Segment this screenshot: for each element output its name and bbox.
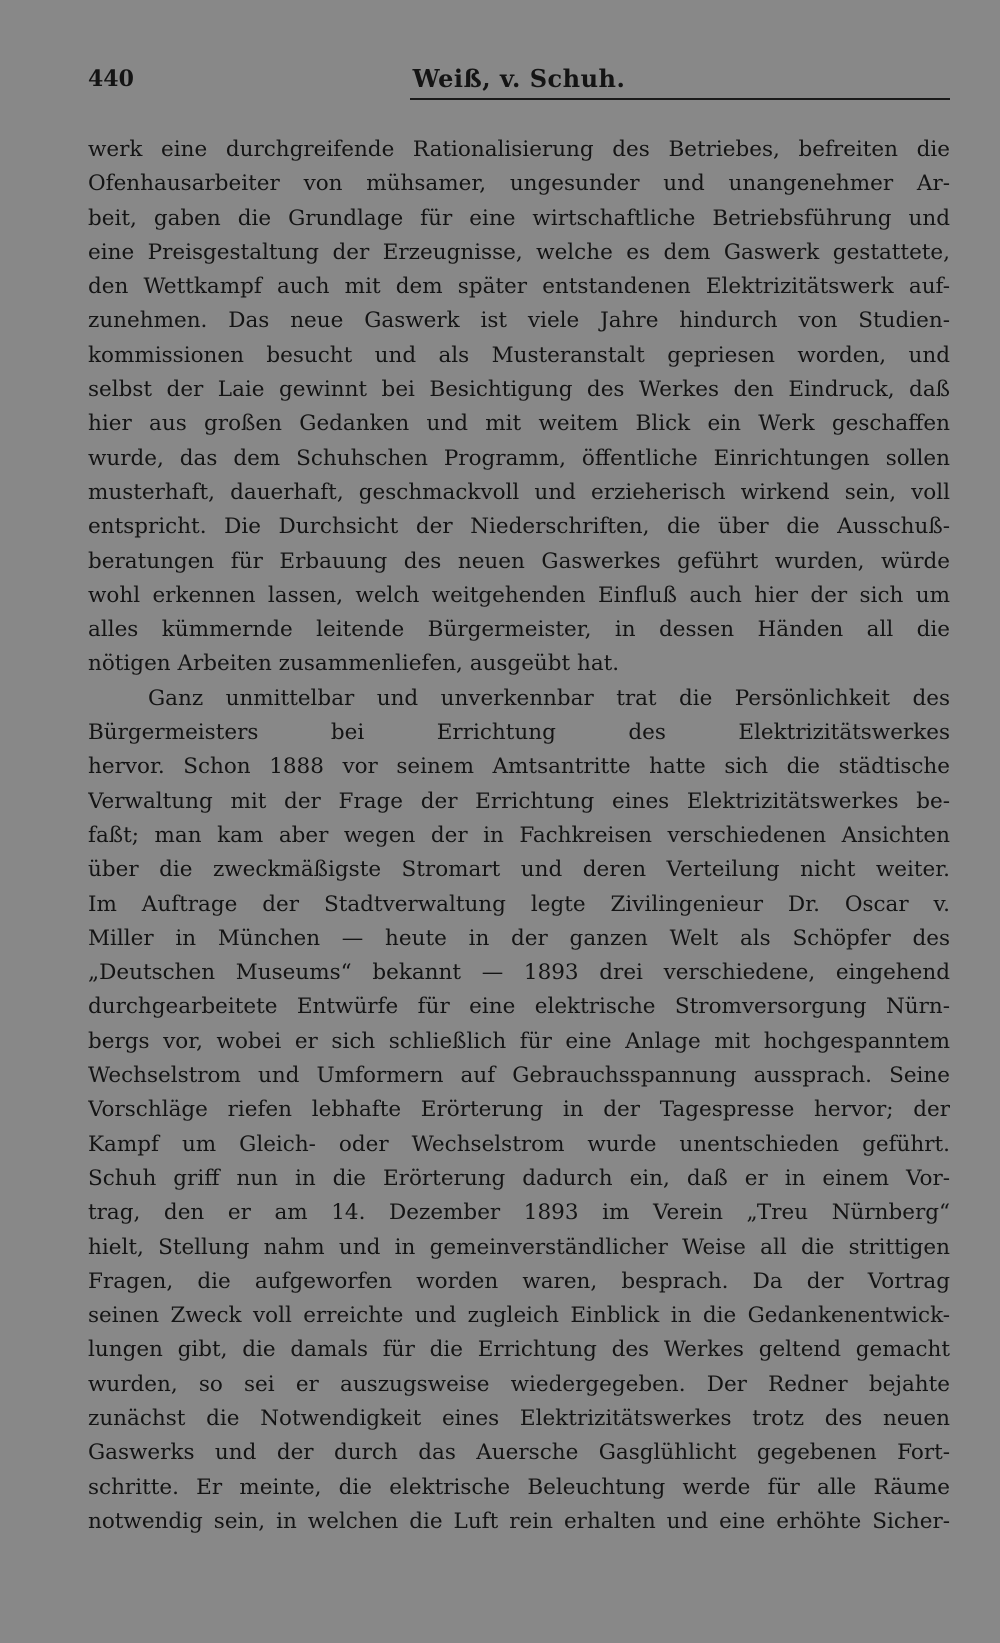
text-line: Ofenhausarbeiter von mühsamer, ungesunder und unangenehmer Ar- [88,171,950,197]
header-rule [410,98,950,100]
text-line: „Deutschen Museums“ bekannt — 1893 drei verschiedene, eingehend [88,960,950,986]
page-number: 440 [88,66,134,92]
text-line: über die zweckmäßigste Stromart und deren Verteilung nicht weiter. [88,857,950,883]
text-line: notwendig sein, in welchen die Luft rein erhalten und eine erhöhte Sicher- [88,1508,950,1534]
page-header [88,62,950,98]
text-line: entspricht. Die Durchsicht der Niederschriften, die über die Ausschuß- [88,514,950,540]
text-line: Im Auftrage der Stadtverwaltung legte Zivilingenieur Dr. Oscar v. [88,891,950,917]
text-line: Vorschläge riefen lebhafte Erörterung in der Tagespresse hervor; der [88,1097,950,1123]
text-line: alles kümmernde leitende Bürgermeister, in dessen Händen all die [88,617,950,643]
text-line: Bürgermeisters bei Errichtung des Elektrizitätswerkes [88,720,950,746]
text-line: Miller in München — heute in der ganzen Welt als Schöpfer des [88,925,950,951]
text-line: wurde, das dem Schuhschen Programm, öffentliche Einrichtungen sollen [88,445,950,471]
text-line: zunehmen. Das neue Gaswerk ist viele Jahre hindurch von Studien- [88,308,950,334]
text-line: selbst der Laie gewinnt bei Besichtigung des Werkes den Eindruck, daß [88,377,950,403]
text-line: musterhaft, dauerhaft, geschmackvoll und erzieherisch wirkend sein, voll [88,479,950,505]
text-line: Gaswerks und der durch das Auersche Gasglühlicht gegebenen Fort- [88,1440,950,1466]
text-line: wohl erkennen lassen, welch weitgehenden Einfluß auch hier der sich um [88,582,950,608]
text-line: werk eine durchgreifende Rationalisierung des Betriebes, befreiten die [88,137,950,162]
text-line: schritte. Er meinte, die elektrische Beleuchtung werde für alle Räume [88,1474,950,1500]
text-line: beit, gaben die Grundlage für eine wirtschaftliche Betriebsführung und [88,205,950,231]
text-line: Kampf um Gleich- oder Wechselstrom wurde unentschieden geführt. [88,1131,950,1157]
text-line: nötigen Arbeiten zusammenliefen, ausgeübt hat. [88,651,620,677]
text-line: durchgearbeitete Entwürfe für eine elektrische Stromversorgung Nürn- [88,994,950,1020]
text-line: faßt; man kam aber wegen der in Fachkreisen verschiedenen Ansichten [88,822,950,848]
text-line: bergs vor, wobei er sich schließlich für eine Anlage mit hochgespanntem [88,1028,950,1054]
text-line: hielt, Stellung nahm und in gemeinverständlicher Weise all die strittigen [88,1234,950,1260]
text-line: hier aus großen Gedanken und mit weitem Blick ein Werk geschaffen [88,411,950,437]
text-line: lungen gibt, die damals für die Errichtung des Werkes geltend gemacht [88,1337,950,1363]
text-line: kommissionen besucht und als Musteranstalt gepriesen worden, und [88,342,950,368]
text-line: trag, den er am 14. Dezember 1893 im Verein „Treu Nürnberg“ [88,1200,950,1226]
text-line: eine Preisgestaltung der Erzeugnisse, welche es dem Gaswerk gestattete, [88,239,950,265]
body-text [88,133,950,1539]
text-line: Ganz unmittelbar und unverkennbar trat die Persönlichkeit des [148,685,950,711]
text-line: hervor. Schon 1888 vor seinem Amtsantritte hatte sich die städtische [88,754,950,780]
text-line: den Wettkampf auch mit dem später entstandenen Elektrizitätswerk auf- [88,274,950,300]
text-line: wurden, so sei er auszugsweise wiedergegeben. Der Redner bejahte [88,1371,950,1397]
text-line: Verwaltung mit der Frage der Errichtung eines Elektrizitätswerkes be- [88,788,950,814]
running-head: Weiß, v. Schuh. [412,64,626,93]
text-line: beratungen für Erbauung des neuen Gaswerkes geführt wurden, würde [88,548,950,574]
text-line: Schuh griff nun in die Erörterung dadurch ein, daß er in einem Vor- [88,1165,950,1191]
text-line: seinen Zweck voll erreichte und zugleich Einblick in die Gedankenentwick- [88,1303,950,1329]
text-line: zunächst die Notwendigkeit eines Elektrizitätswerkes trotz des neuen [88,1405,950,1431]
text-line: Fragen, die aufgeworfen worden waren, besprach. Da der Vortrag [88,1268,950,1294]
text-line: Wechselstrom und Umformern auf Gebrauchsspannung aussprach. Seine [88,1063,950,1089]
